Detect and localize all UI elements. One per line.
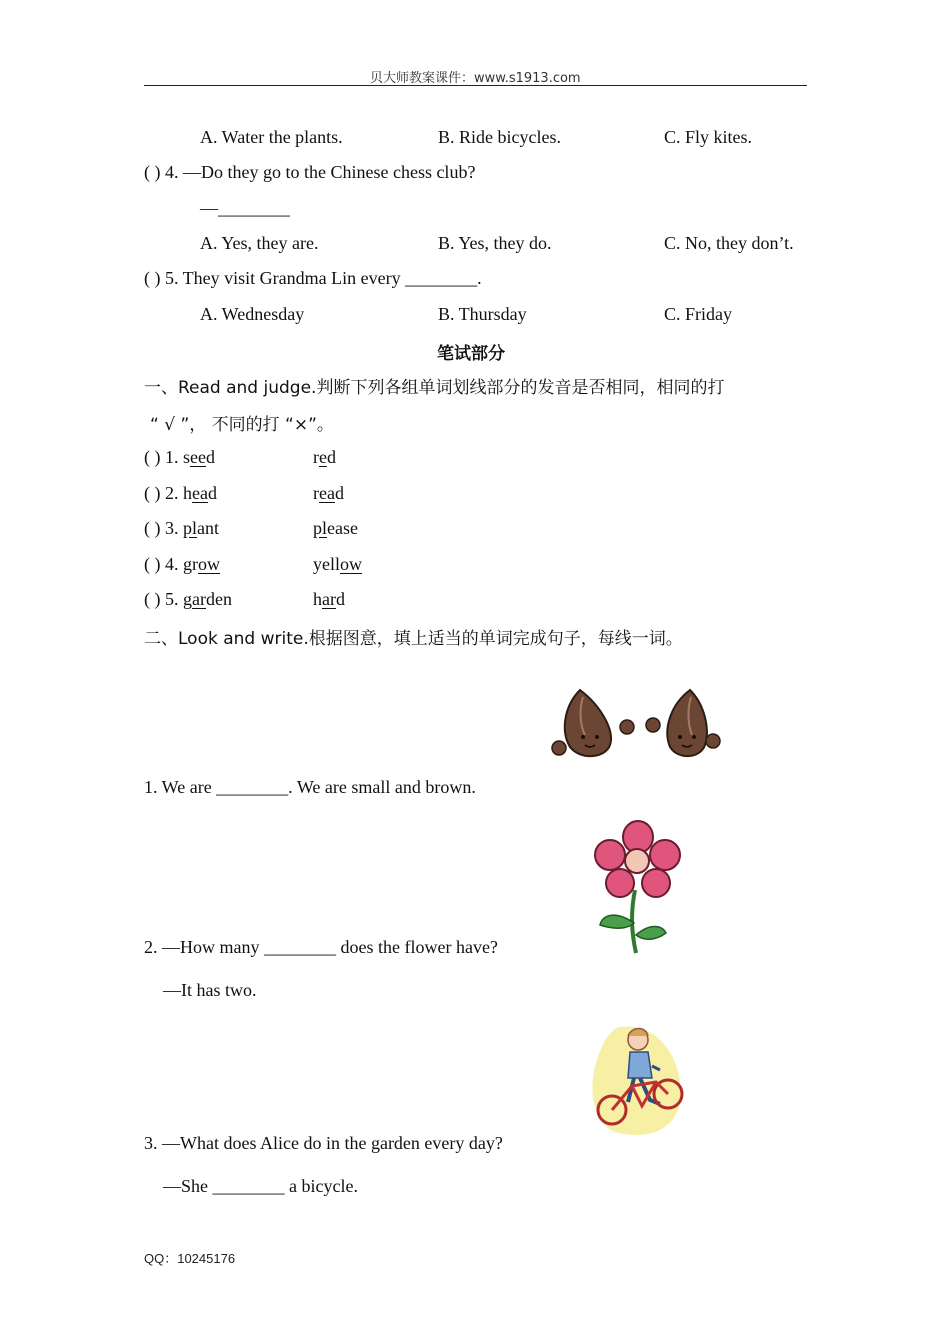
q4-option-b: B. Yes, they do. (438, 233, 552, 253)
q3-option-c: C. Fly kites. (664, 127, 753, 147)
seed-right (646, 690, 720, 756)
q5-option-b: B. Thursday (438, 304, 527, 324)
flower-illustration (590, 815, 690, 955)
judge-item-4: ( ) 4. grow (144, 554, 220, 574)
write-question-1: 1. We are ________. We are small and brown. (144, 777, 476, 797)
write-question-2-answer: —It has two. (163, 980, 257, 1000)
q3-option-a: A. Water the plants. (200, 127, 343, 147)
q5-option-a: A. Wednesday (200, 304, 305, 324)
page-footer: QQ：10245176 (144, 1251, 236, 1266)
part1-instruction-line1: 一、Read and judge.判断下列各组单词划线部分的发音是否相同，相同的打 (144, 378, 725, 398)
judge-item-5: ( ) 5. garden (144, 589, 232, 609)
girl-bicycle-illustration (590, 1022, 690, 1140)
header-rule (144, 85, 807, 86)
write-question-2: 2. —How many ________ does the flower have? (144, 937, 498, 957)
question-4-blank: —________ (200, 198, 290, 218)
write-question-3-answer: —She ________ a bicycle. (163, 1176, 358, 1196)
section-title: 笔试部分 (437, 344, 505, 364)
part2-instruction: 二、Look and write.根据图意，填上适当的单词完成句子，每线一词。 (144, 629, 683, 649)
question-4: ( ) 4. —Do they go to the Chinese chess club? (144, 162, 476, 182)
question-5: ( ) 5. They visit Grandma Lin every ________. (144, 268, 482, 288)
q4-option-c: C. No, they don’t. (664, 233, 794, 253)
seed-left (552, 690, 634, 756)
judge-item-4-word2: yellow (313, 554, 362, 574)
q3-option-b: B. Ride bicycles. (438, 127, 561, 147)
judge-item-3: ( ) 3. plant (144, 518, 220, 538)
page-header: 贝大师教案课件：www.s1913.com (370, 71, 581, 86)
judge-item-2-word2: read (313, 483, 344, 503)
part1-instruction-line2: “ √ ”， 不同的打 “×”。 (150, 415, 334, 435)
judge-item-5-word2: hard (313, 589, 345, 609)
judge-item-2: ( ) 2. head (144, 483, 217, 503)
judge-item-1-word2: red (313, 447, 336, 467)
q5-option-c: C. Friday (664, 304, 733, 324)
q4-option-a: A. Yes, they are. (200, 233, 319, 253)
write-question-3: 3. —What does Alice do in the garden every day? (144, 1133, 503, 1153)
judge-item-1: ( ) 1. seed (144, 447, 215, 467)
seeds-illustration (545, 685, 730, 765)
judge-item-3-word2: please (313, 518, 358, 538)
